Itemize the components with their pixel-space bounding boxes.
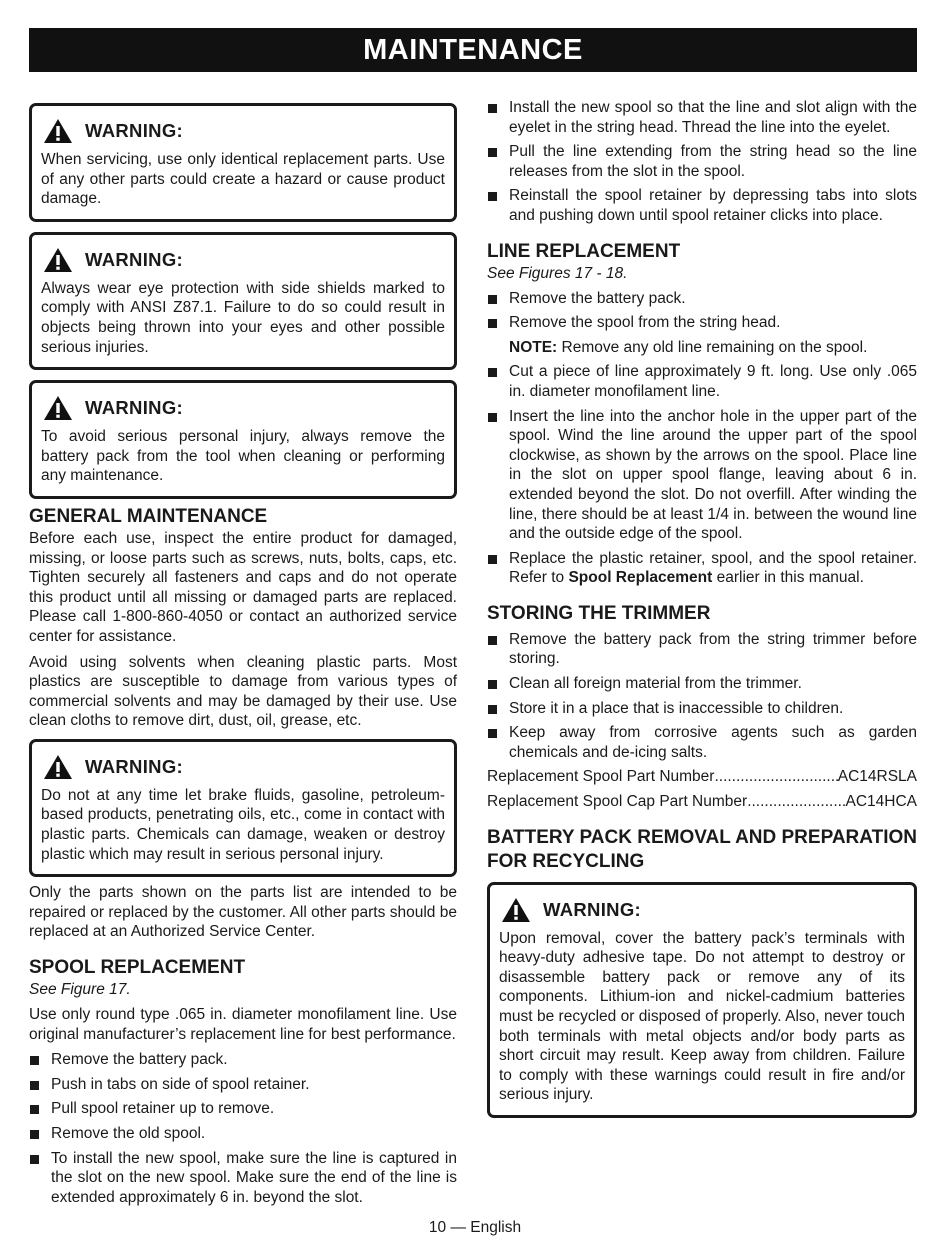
general-maintenance-heading: GENERAL MAINTENANCE bbox=[29, 505, 268, 527]
figure-reference: See Figures 17 - 18. bbox=[487, 264, 628, 282]
warning-box bbox=[29, 380, 457, 499]
list-item: Remove the battery pack from the string trimmer before storing. bbox=[487, 630, 917, 669]
page-footer: 10 — English bbox=[428, 1219, 522, 1236]
section-banner: MAINTENANCE bbox=[29, 28, 917, 72]
warning-triangle-icon bbox=[501, 897, 531, 923]
line-steps-list bbox=[487, 289, 917, 333]
spool-replacement-heading: SPOOL REPLACEMENT bbox=[29, 957, 246, 979]
list-item: Remove the old spool. bbox=[29, 1124, 457, 1144]
spool-steps-list bbox=[29, 1050, 457, 1207]
warning-title: WARNING: bbox=[85, 397, 183, 419]
list-item: Remove the battery pack. bbox=[487, 289, 917, 309]
warning-title: WARNING: bbox=[543, 898, 641, 920]
warning-text: When servicing, use only identical replacement parts. Use of any other parts could create a hazard or cause product damage. bbox=[41, 151, 445, 208]
warning-text: Do not at any time let brake fluids, gasoline, petroleum-based products, penetrating oils, etc., come in contact with plastic parts. Chemicals can damage, weaken or destroy plastic which may result in serious personal injury. bbox=[41, 786, 445, 863]
list-item: Push in tabs on side of spool retainer. bbox=[29, 1075, 457, 1095]
warning-triangle-icon bbox=[43, 395, 73, 421]
right-column bbox=[487, 98, 917, 1128]
warning-title: WARNING: bbox=[85, 120, 183, 141]
list-item: Install the new spool so that the line and slot align with the eyelet in the string head. Thread the line into the eyelet. bbox=[487, 98, 917, 137]
warning-box bbox=[29, 739, 457, 877]
list-item: Pull the line extending from the string head so the line releases from the slot in the spool. bbox=[487, 142, 917, 181]
general-paragraph: Before each use, inspect the entire product for damaged, missing, or loose parts such as screws, nuts, bolts, caps, etc. Tighten securely all fasteners and caps and do not operate this product until all missing or damaged parts are replaced. Please call 1-800-860-4050 or contact an authorized service center for assistance. bbox=[29, 529, 457, 645]
list-item: Pull spool retainer up to remove. bbox=[29, 1099, 457, 1119]
warning-text: To avoid serious personal injury, always remove the battery pack from the tool when cleaning or performing any maintenance. bbox=[41, 428, 445, 485]
list-item: Replace the plastic retainer, spool, and the spool retainer. Refer to Spool Replacement earlier in this manual. bbox=[487, 549, 917, 588]
warning-text: Upon removal, cover the battery pack’s terminals with heavy-duty adhesive tape. Do not attempt to destroy or disassemble battery pack or remove any of its components. Lithium-ion and nickel-cadmium batteries must be recycled or disposed of properly. Also, never touch both terminals with metal objects and/or body parts as short circuit may result. Keep away from children. Failure to comply with these warnings could result in fire and/or serious injury. bbox=[499, 929, 905, 1104]
warning-title: WARNING: bbox=[85, 248, 183, 270]
figure-reference: See Figure 17. bbox=[29, 981, 131, 999]
list-item: To install the new spool, make sure the line is captured in the slot on the new spool. Make sure the end of the line is extended approximately 6 in. beyond the slot. bbox=[29, 1149, 457, 1208]
spool-steps-list-continued bbox=[487, 98, 917, 226]
spool-intro: Use only round type .065 in. diameter monofilament line. Use original manufacturer’s replacement line for best performance. bbox=[29, 1006, 457, 1043]
list-item: Insert the line into the anchor hole in the upper part of the spool. Wind the line around the upper part of the spool clockwise, as shown by the arrows on the spool. Place line in the slot on upper spool flange, leaving about 6 in. extended beyond the slot. Do not overfill. After winding the line, there should be at least 1/4 in. between the wound line and the outside edge of the spool. bbox=[487, 407, 917, 544]
storing-steps-list bbox=[487, 630, 917, 763]
warning-box bbox=[29, 232, 457, 370]
list-item: Clean all foreign material from the trimmer. bbox=[487, 674, 917, 694]
list-item: Remove the battery pack. bbox=[29, 1050, 457, 1070]
warning-box bbox=[487, 882, 917, 1118]
warning-title: WARNING: bbox=[85, 755, 183, 777]
list-item: Keep away from corrosive agents such as garden chemicals and de-icing salts. bbox=[487, 723, 917, 762]
list-item: Remove the spool from the string head. bbox=[487, 313, 917, 333]
left-column bbox=[29, 98, 457, 1212]
general-paragraph: Only the parts shown on the parts list are intended to be repaired or replaced by the customer. All other parts should be replaced at an Authorized Service Center. bbox=[29, 884, 457, 941]
warning-triangle-icon bbox=[43, 754, 73, 780]
part-number-row: Replacement Spool Part Number ..... AC14RSLA bbox=[487, 767, 917, 787]
general-paragraph: Avoid using solvents when cleaning plastic parts. Most plastics are susceptible to damage from various types of commercial solvents and may be damaged by their use. Use clean cloths to remove dirt, dust, oil, grease, etc. bbox=[29, 653, 457, 730]
list-item: Store it in a place that is inaccessible to children. bbox=[487, 699, 917, 719]
note: NOTE: Remove any old line remaining on the spool. bbox=[509, 338, 868, 356]
warning-text: Always wear eye protection with side shields marked to comply with ANSI Z87.1. Failure to do so could result in objects being thrown into your eyes and other possible serious injuries. bbox=[41, 279, 445, 356]
warning-triangle-icon bbox=[43, 247, 73, 273]
part-number-row: Replacement Spool Cap Part Number ..... AC14HCA bbox=[487, 792, 917, 812]
storing-heading: STORING THE TRIMMER bbox=[487, 602, 711, 624]
warning-triangle-icon bbox=[43, 118, 73, 144]
line-steps-list bbox=[487, 362, 917, 588]
list-item: Reinstall the spool retainer by depressing tabs into slots and pushing down until spool retainer clicks into place. bbox=[487, 186, 917, 225]
warning-box bbox=[29, 103, 457, 222]
line-replacement-heading: LINE REPLACEMENT bbox=[487, 240, 681, 262]
list-item: Cut a piece of line approximately 9 ft. long. Use only .065 in. diameter monofilament line. bbox=[487, 362, 917, 401]
battery-recycling-heading: BATTERY PACK REMOVAL AND PREPARATION FOR RECYCLING bbox=[487, 826, 917, 872]
